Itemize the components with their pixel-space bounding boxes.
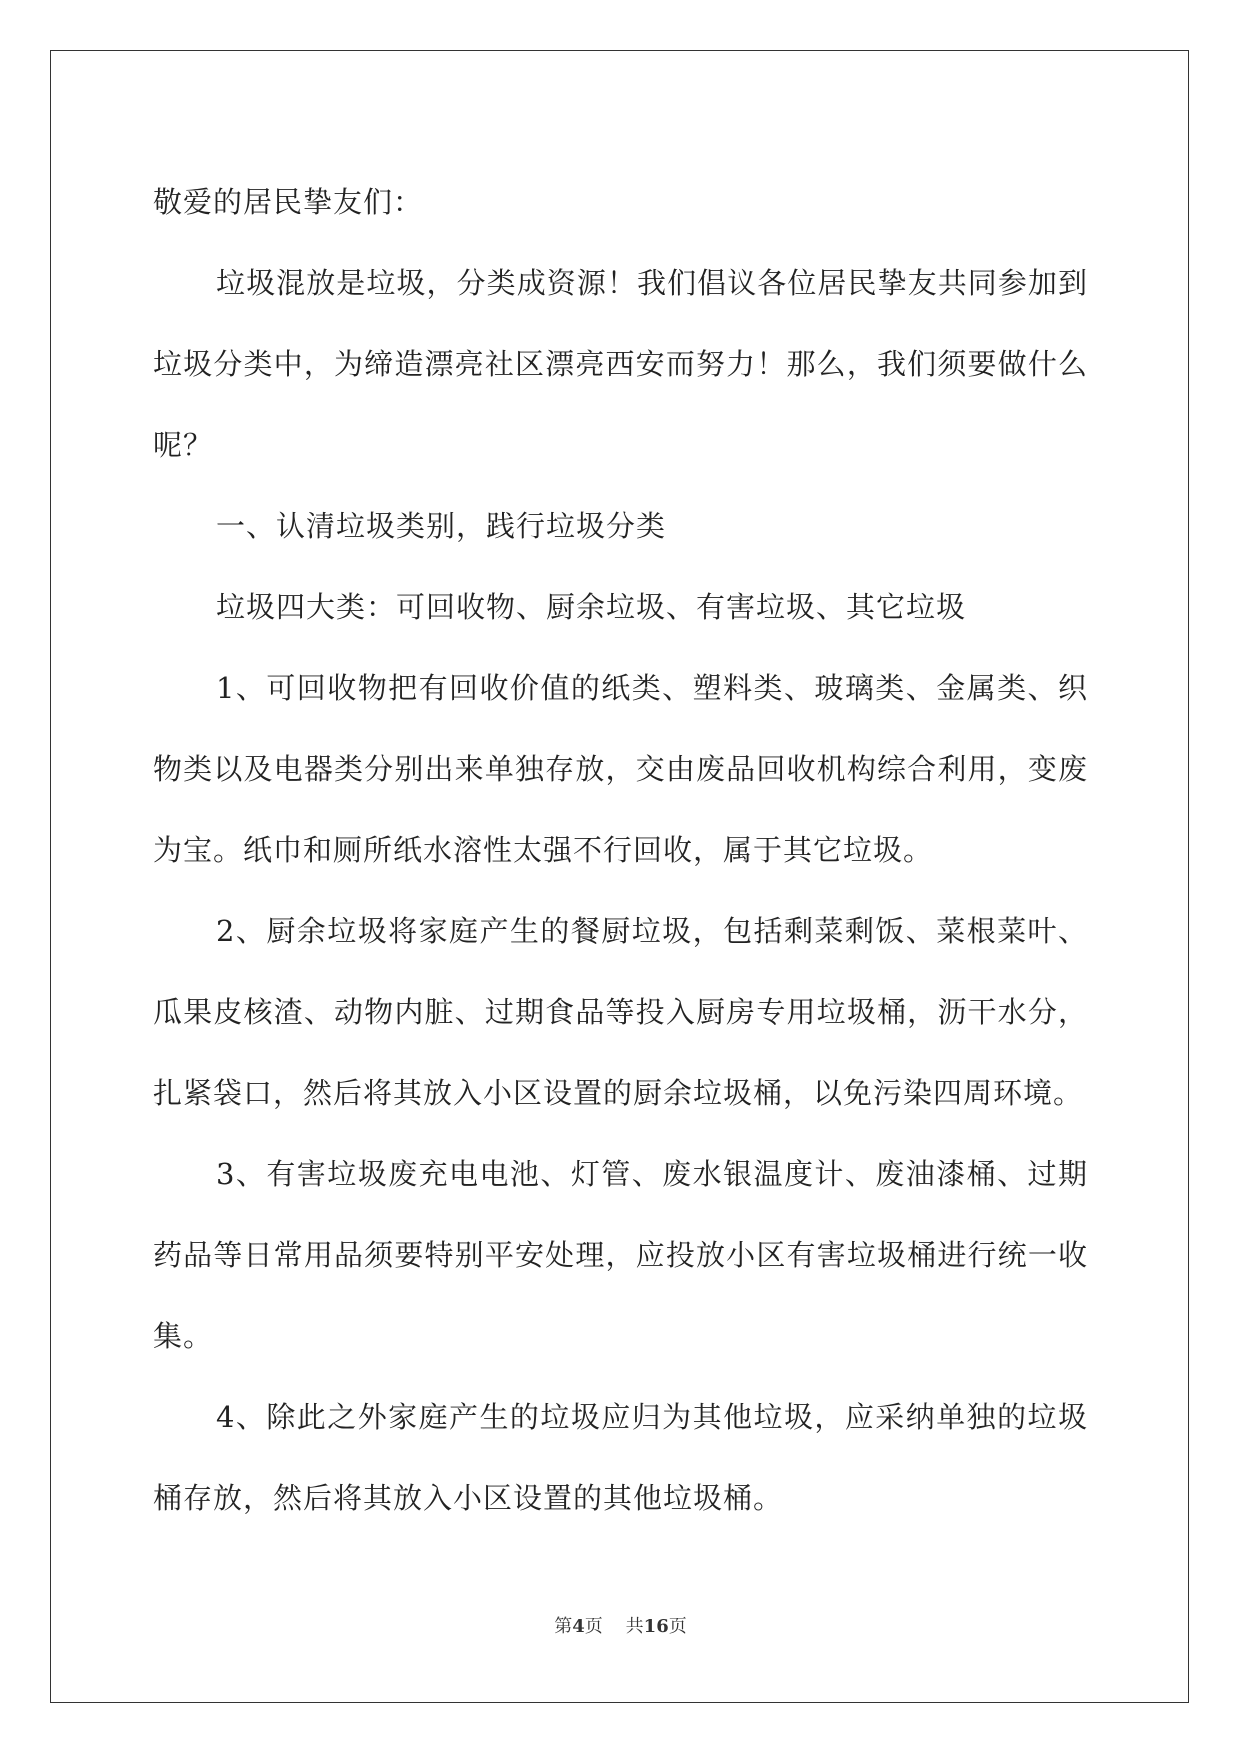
paragraph-recyclable: 1、可回收物把有回收价值的纸类、塑料类、玻璃类、金属类、织物类以及电器类分别出来单独存放，交由废品回收机构综合利用，变废为宝。纸巾和厕所纸水溶性太强不行回收，属于其它垃圾。: [153, 671, 1088, 867]
paragraph-hazardous: 3、有害垃圾废充电电池、灯管、废水银温度计、废油漆桶、过期药品等日常用品须要特别平安处理，应投放小区有害垃圾桶进行统一收集。: [153, 1157, 1088, 1353]
paragraph-categories: 垃圾四大类：可回收物、厨余垃圾、有害垃圾、其它垃圾: [216, 590, 967, 624]
footer-page-suffix: 页: [584, 1616, 603, 1637]
footer-total-prefix: 共: [625, 1616, 644, 1637]
footer-prefix: 第: [554, 1616, 573, 1637]
salutation: 敬爱的居民挚友们：: [153, 185, 424, 219]
paragraph-kitchen-waste: 2、厨余垃圾将家庭产生的餐厨垃圾，包括剩菜剩饭、菜根菜叶、瓜果皮核渣、动物内脏、过期食品等投入厨房专用垃圾桶，沥干水分，扎紧袋口，然后将其放入小区设置的厨余垃圾桶，以免污染四周环境。: [153, 914, 1088, 1110]
section-heading-1: 一、认清垃圾类别，践行垃圾分类: [216, 509, 667, 543]
footer-total-suffix: 页: [668, 1616, 687, 1637]
current-page-number: 4: [572, 1616, 585, 1637]
paragraph-intro: 垃圾混放是垃圾，分类成资源！我们倡议各位居民挚友共同参加到垃圾分类中，为缔造漂亮社区漂亮西安而努力！那么，我们须要做什么呢？: [153, 266, 1088, 462]
document-body: [153, 162, 1088, 1539]
page-footer: [0, 1612, 1241, 1638]
paragraph-other-waste: 4、除此之外家庭产生的垃圾应归为其他垃圾，应采纳单独的垃圾桶存放，然后将其放入小区设置的其他垃圾桶。: [153, 1400, 1088, 1515]
total-pages: 16: [643, 1616, 669, 1637]
